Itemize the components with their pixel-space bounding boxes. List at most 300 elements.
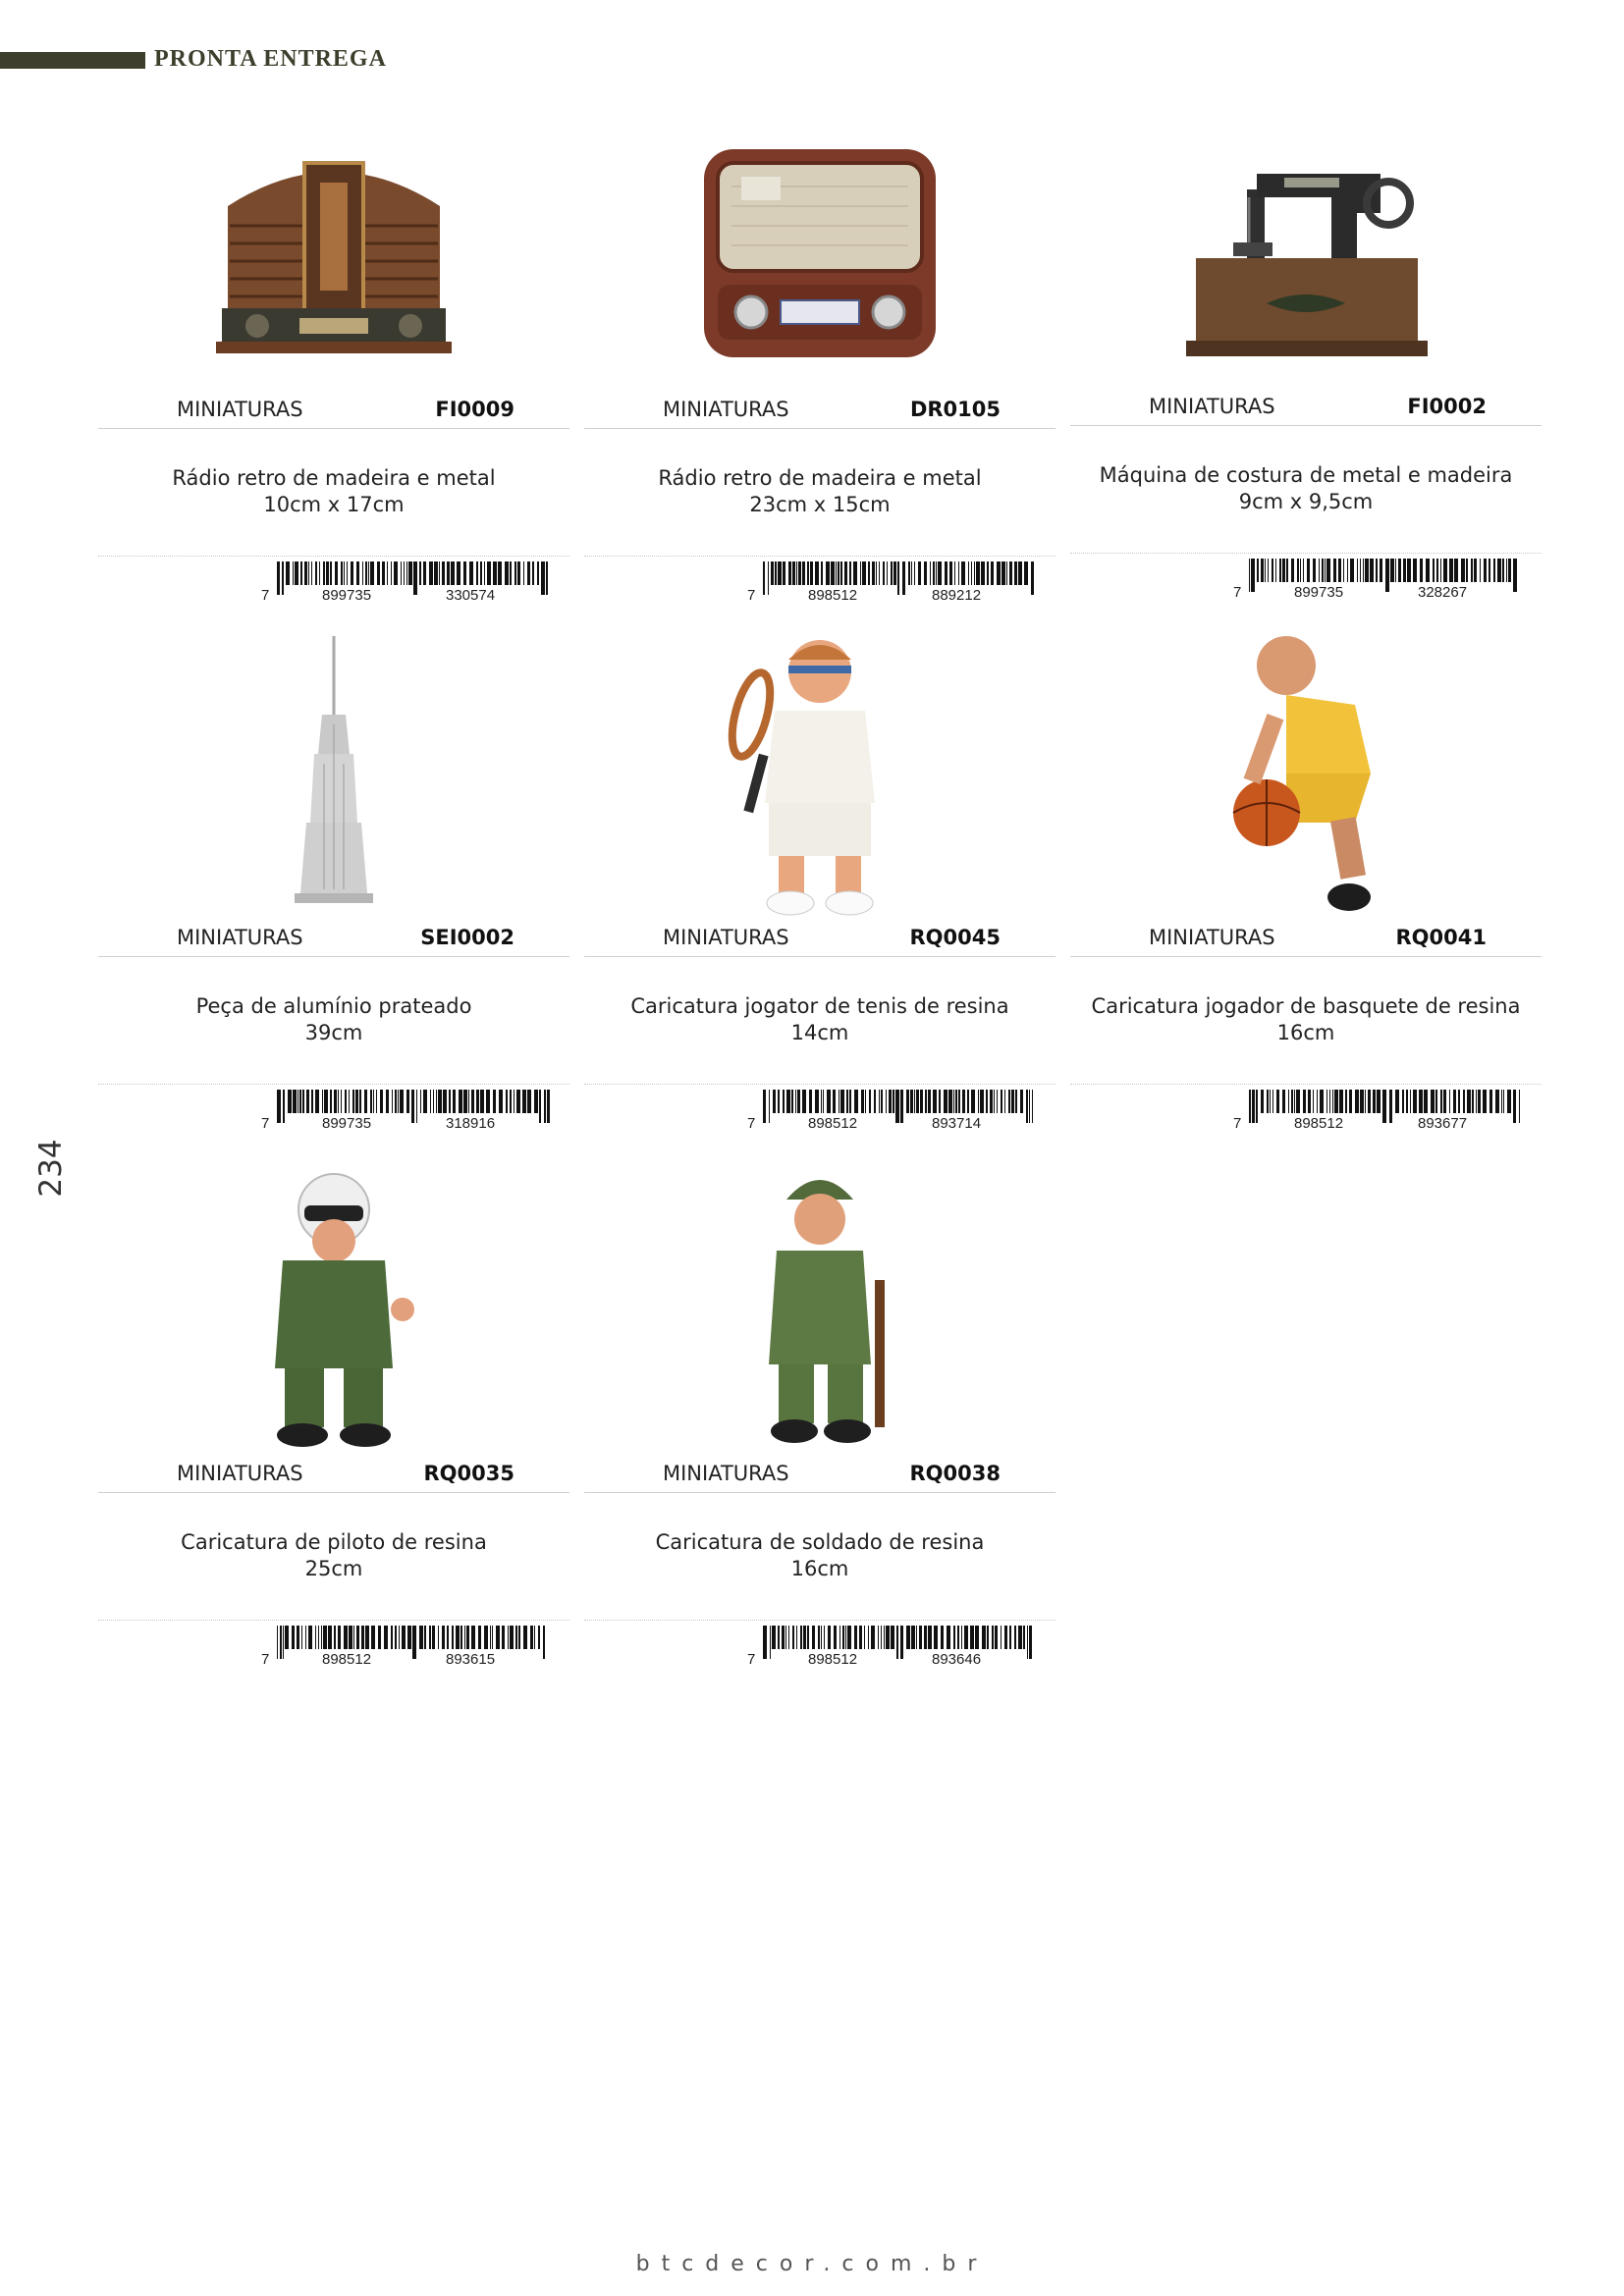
barcode-bar: [949, 561, 952, 585]
barcode-bar: [1443, 559, 1447, 582]
barcode-bar: [456, 1626, 460, 1649]
barcode-right-digits: 318916: [446, 1115, 496, 1132]
barcode-bar: [442, 1626, 445, 1649]
barcode-bar: [1476, 1090, 1477, 1113]
barcode-bar: [1276, 1090, 1279, 1113]
barcode-bar: [800, 1626, 802, 1649]
barcode-bar: [508, 1626, 509, 1649]
barcode-bar: [469, 561, 473, 585]
barcode-bar: [796, 1626, 797, 1649]
barcode-bar: [883, 561, 885, 585]
product-code: RQ0041: [1395, 926, 1487, 949]
barcode-bar: [958, 1090, 960, 1113]
barcode-bar: [807, 1626, 809, 1649]
barcode-bar: [299, 1090, 301, 1113]
barcode-bar: [283, 1626, 284, 1659]
barcode-bar: [871, 1626, 875, 1649]
barcode-bar: [1001, 1090, 1002, 1113]
barcode-right-digits: 893646: [932, 1651, 982, 1668]
barcode-bar: [395, 1090, 397, 1113]
barcode-bar: [1275, 559, 1276, 582]
barcode-bar: [884, 1626, 885, 1649]
barcode-bar: [797, 1090, 800, 1113]
barcode-bar: [1296, 1090, 1300, 1113]
barcode-bar: [831, 561, 835, 585]
barcode-bar: [1018, 1626, 1022, 1649]
barcode-bar: [288, 1090, 292, 1113]
barcode-bar: [1426, 559, 1430, 582]
barcode-bar: [1257, 559, 1259, 582]
barcode-bar: [1466, 559, 1468, 582]
barcode-bar: [1389, 1090, 1392, 1123]
barcode-bar: [305, 1626, 306, 1649]
barcode-bar: [1435, 1090, 1437, 1113]
barcode-bar: [1338, 559, 1341, 582]
barcode-bar: [842, 1626, 844, 1649]
barcode-bar: [527, 561, 530, 585]
product-description: [584, 993, 1056, 1046]
barcode-bars: [1249, 559, 1524, 592]
barcode-bar: [538, 1626, 540, 1649]
barcode-bar: [356, 1626, 359, 1649]
barcode-bar: [419, 1626, 423, 1649]
barcode-bar: [933, 1090, 937, 1113]
barcode-bar: [868, 561, 870, 585]
barcode-bar: [487, 561, 491, 585]
barcode-bar: [1288, 1090, 1289, 1113]
product-category: MINIATURAS: [663, 398, 789, 421]
barcode-bar: [854, 1090, 858, 1113]
barcode-bar: [544, 1090, 546, 1123]
barcode-right-digits: 330574: [446, 587, 496, 604]
barcode-bar: [792, 1626, 794, 1649]
barcode-bar: [344, 1626, 348, 1649]
divider: [584, 1084, 1056, 1085]
barcode-bar: [517, 561, 520, 585]
barcode-bar: [1272, 559, 1273, 582]
barcode-bar: [518, 1626, 520, 1649]
barcode-bar: [1268, 559, 1269, 582]
barcode-bar: [807, 561, 809, 585]
barcode-bar: [1443, 1090, 1446, 1113]
barcode-bar: [534, 1090, 538, 1113]
barcode-bar: [862, 561, 866, 585]
barcode-bar: [293, 1090, 297, 1113]
barcode-bar: [365, 561, 367, 585]
barcode-bar: [292, 1626, 295, 1649]
barcode-bar: [1319, 559, 1320, 582]
barcode-bar: [791, 1090, 793, 1113]
barcode-bar: [939, 1090, 941, 1113]
barcode-bar: [955, 1090, 957, 1113]
barcode-bar: [334, 1090, 337, 1113]
barcode-bar: [457, 561, 460, 585]
barcode-bar: [1261, 559, 1264, 582]
barcode-bar: [302, 1090, 304, 1113]
product-code: DR0105: [909, 398, 1001, 421]
pilot-figure-icon: [167, 1162, 501, 1457]
barcode-bar: [1026, 1090, 1028, 1123]
barcode-bar: [771, 561, 774, 585]
barcode-bar: [476, 561, 478, 585]
barcode-bar: [854, 1626, 857, 1649]
barcode-bar: [788, 1626, 789, 1649]
barcode-bar: [818, 1626, 820, 1649]
barcode-bar: [282, 561, 284, 595]
barcode-bar: [315, 561, 317, 585]
barcode-bar: [908, 561, 910, 585]
product-name: Máquina de costura de metal e madeira: [1099, 463, 1513, 487]
barcode-bar: [982, 1626, 986, 1649]
barcode-bar: [1495, 1090, 1499, 1113]
barcode-bar: [1478, 1090, 1481, 1113]
barcode-bar: [881, 1090, 883, 1113]
page-number: 234: [33, 1139, 69, 1198]
barcode-bar: [1513, 559, 1517, 592]
barcode-bar: [399, 1626, 400, 1649]
product-name: Caricatura de piloto de resina: [181, 1530, 487, 1554]
product-name: Caricatura jogator de tenis de resina: [630, 994, 1009, 1018]
barcode-bar: [938, 561, 942, 585]
barcode-bar: [353, 1626, 354, 1649]
barcode-bar: [900, 1626, 903, 1659]
barcode-bar: [308, 1626, 312, 1649]
barcode-bar: [1402, 1090, 1404, 1113]
barcode-bar: [900, 1090, 903, 1123]
barcode-bar: [958, 561, 959, 585]
barcode-bar: [362, 561, 363, 585]
barcode-bar: [782, 1626, 785, 1649]
barcode-bar: [906, 1090, 909, 1113]
barcode-bar: [936, 561, 937, 585]
barcode-bar: [322, 1090, 323, 1113]
barcode-bar: [836, 561, 837, 585]
barcode-bar: [815, 1090, 819, 1113]
barcode-bar: [924, 1626, 927, 1649]
barcode-bar: [815, 561, 819, 585]
barcode-bar: [480, 561, 482, 585]
barcode-bar: [1345, 1090, 1347, 1113]
barcode-bar: [930, 561, 931, 585]
barcode-bar: [893, 561, 896, 585]
barcode-bar: [947, 1626, 950, 1649]
barcode-bar: [1484, 559, 1487, 582]
barcode-bar: [411, 1090, 414, 1123]
barcode-bar: [407, 1626, 411, 1649]
barcode-bar: [328, 1626, 332, 1649]
barcode-bar: [297, 1626, 299, 1649]
barcode-bar: [476, 1090, 479, 1113]
barcode-bar: [1419, 1090, 1423, 1113]
barcode-bar: [1286, 559, 1288, 582]
barcode-bar: [1297, 559, 1299, 582]
product-category: MINIATURAS: [663, 1462, 789, 1485]
product-name: Peça de alumínio prateado: [195, 994, 472, 1018]
barcode-bar: [925, 1090, 927, 1113]
barcode-bar: [961, 1626, 962, 1649]
barcode-bar: [419, 561, 421, 585]
barcode-bar: [1326, 559, 1330, 582]
barcode-bar: [335, 561, 338, 585]
barcode-bar: [1009, 1626, 1011, 1649]
barcode-bar: [306, 1090, 309, 1113]
barcode-bar: [347, 561, 348, 585]
barcode-bar: [447, 1626, 449, 1649]
barcode-bar: [1343, 559, 1344, 582]
barcode-bar: [981, 561, 985, 585]
barcode-bar: [1390, 559, 1394, 582]
barcode-bar: [906, 1626, 910, 1649]
barcode-bar: [849, 561, 851, 585]
product-description: [584, 465, 1056, 518]
barcode-bar: [1014, 1626, 1016, 1649]
barcode-bar: [987, 561, 989, 585]
barcode-bar: [1398, 559, 1401, 582]
barcode-bar: [510, 1626, 514, 1649]
divider: [584, 556, 1056, 557]
barcode-bar: [953, 1626, 955, 1649]
barcode-lead-digit: 7: [747, 587, 756, 604]
barcode-bar: [1407, 559, 1411, 582]
barcode-bar: [821, 561, 823, 585]
barcode-bar: [1463, 1090, 1465, 1113]
barcode-bar: [859, 1626, 862, 1649]
barcode-bar: [384, 1626, 388, 1649]
barcode-bar: [1403, 559, 1406, 582]
barcode-bar: [412, 1626, 416, 1659]
barcode-bar: [1024, 561, 1028, 585]
barcode-bar: [315, 1626, 316, 1649]
barcode-right-digits: 893615: [446, 1651, 496, 1668]
barcode-bar: [492, 1626, 493, 1649]
barcode-bar: [990, 1090, 993, 1113]
product-name: Caricatura de soldado de resina: [655, 1530, 985, 1554]
barcode-bar: [377, 561, 380, 585]
product-code: RQ0035: [423, 1462, 514, 1485]
barcode-bar: [978, 1090, 979, 1113]
product-card: [98, 98, 569, 628]
barcode-bar: [1471, 559, 1473, 582]
barcode-bar: [387, 561, 388, 585]
barcode-bar: [1282, 1090, 1285, 1113]
barcode-left-digits: 899735: [322, 1115, 372, 1132]
barcode-bar: [345, 1090, 347, 1113]
product-category: MINIATURAS: [177, 926, 303, 949]
barcode-bar: [953, 1090, 954, 1113]
barcode-bar: [546, 561, 548, 595]
barcode-bars: [277, 1626, 552, 1659]
barcode-bar: [961, 561, 965, 585]
barcode-bar: [997, 561, 1001, 585]
barcode-bar: [344, 561, 345, 585]
barcode-bar: [772, 1626, 776, 1649]
barcode-bar: [349, 1090, 350, 1113]
product-description: [98, 1529, 569, 1582]
product-name: Caricatura jogador de basquete de resina: [1091, 994, 1521, 1018]
barcode-bar: [1329, 1090, 1330, 1113]
barcode-bar: [338, 1626, 341, 1649]
divider: [584, 428, 1056, 429]
barcode-bar: [1279, 559, 1281, 582]
sewing-machine-icon: [1139, 95, 1473, 390]
barcode-bar: [277, 1090, 281, 1123]
barcode-bar: [459, 1090, 462, 1113]
barcode-bar: [315, 1090, 319, 1113]
barcode-bar: [1480, 559, 1481, 582]
barcode-bar: [1303, 1090, 1306, 1113]
barcode-bar: [286, 561, 290, 585]
barcode-lead-digit: 7: [261, 1651, 270, 1668]
barcode-bar: [916, 1626, 917, 1649]
barcode-bar: [300, 561, 302, 585]
product-card: [584, 98, 1056, 628]
product-size: 14cm: [790, 1021, 849, 1044]
barcode-bar: [968, 561, 969, 585]
barcode-bar: [971, 561, 972, 585]
barcode-bar: [849, 1090, 851, 1113]
barcode-bar: [1249, 1090, 1251, 1123]
barcode-bar: [432, 1626, 435, 1649]
barcode-bar: [1376, 559, 1378, 582]
product-card: [584, 626, 1056, 1156]
barcode-bar: [916, 1090, 919, 1113]
barcode-bar: [452, 1626, 454, 1649]
barcode-bar: [1303, 559, 1304, 582]
barcode-bar: [1436, 559, 1438, 582]
barcode-bar: [515, 1626, 517, 1649]
product-size: 9cm x 9,5cm: [1238, 490, 1374, 513]
barcode-bar: [1252, 1090, 1255, 1123]
barcode-bar: [838, 561, 839, 585]
barcode-bar: [277, 1626, 278, 1659]
barcode-bar: [1420, 559, 1423, 582]
barcode-bar: [1413, 1090, 1417, 1113]
barcode-bar: [436, 1090, 437, 1113]
barcode-bar: [1502, 559, 1504, 582]
barcode-bar: [786, 1090, 790, 1113]
barcode-bar: [945, 561, 947, 585]
barcode-bar: [1519, 1090, 1520, 1123]
barcode-bar: [402, 1626, 406, 1649]
barcode-bar: [304, 561, 307, 585]
barcode-bar: [1458, 1090, 1460, 1113]
barcode-bar: [1453, 1090, 1456, 1113]
barcode-bar: [464, 1626, 465, 1649]
barcode-bar: [496, 1626, 500, 1649]
barcode-bar: [994, 1090, 995, 1113]
barcode-bar: [490, 1626, 491, 1649]
barcode-bar: [833, 1090, 836, 1113]
barcode-bar: [443, 1090, 447, 1113]
barcode-bar: [395, 1626, 397, 1649]
barcode-bar: [1027, 1626, 1028, 1659]
barcode-bar: [1440, 1090, 1442, 1113]
barcode-bar: [896, 1626, 898, 1659]
product-size: 23cm x 15cm: [749, 493, 891, 516]
barcode-bar: [498, 561, 502, 585]
barcode-bar: [1333, 559, 1336, 582]
barcode-bar: [311, 1090, 313, 1113]
barcode-bar: [453, 1090, 456, 1113]
barcode-lead-digit: 7: [1233, 1115, 1242, 1132]
barcode-bar: [1001, 561, 1005, 585]
barcode-bar: [879, 1090, 880, 1113]
product-description: [98, 993, 569, 1046]
barcode-bar: [1395, 1090, 1399, 1113]
barcode-bar: [1009, 561, 1012, 585]
barcode-bar: [352, 1090, 354, 1113]
barcode-bar: [1377, 1090, 1380, 1113]
barcode-bar: [1385, 559, 1389, 592]
barcode-bar: [365, 1626, 369, 1649]
barcode-bars: [763, 1626, 1038, 1659]
product-card: [98, 626, 569, 1156]
barcode-bar: [861, 1090, 864, 1113]
barcode-bar: [812, 1626, 815, 1649]
barcode-bar: [1357, 559, 1358, 582]
barcode-bar: [810, 561, 813, 585]
barcode-bar: [510, 1090, 512, 1113]
product-description: [98, 465, 569, 518]
barcode-bar: [378, 1626, 381, 1649]
barcode-bar: [1032, 1090, 1033, 1123]
barcode-bar: [941, 1626, 944, 1649]
barcode-bar: [1004, 1090, 1005, 1113]
product-category: MINIATURAS: [177, 1462, 303, 1485]
barcode-bars: [277, 1090, 552, 1123]
barcode-bar: [499, 1090, 503, 1113]
barcode-bar: [924, 561, 927, 585]
barcode-bar: [954, 561, 955, 585]
barcode-bar: [886, 1626, 890, 1649]
barcode-bar: [1004, 1626, 1007, 1649]
barcode-bar: [763, 1626, 767, 1659]
barcode-bar: [392, 1090, 393, 1113]
barcode-bar: [891, 561, 893, 585]
skyscraper-icon: [167, 626, 501, 921]
barcode-bar: [768, 561, 769, 595]
barcode-bar: [361, 1626, 364, 1649]
product-code: FI0009: [435, 398, 514, 421]
barcode-bar: [821, 1626, 822, 1649]
barcode-bar: [439, 561, 440, 585]
barcode-bar: [944, 1090, 947, 1113]
barcode-bar: [893, 1090, 894, 1113]
barcode-bar: [864, 1626, 865, 1649]
divider: [98, 1084, 569, 1085]
barcode-bar: [869, 1090, 871, 1113]
barcode-bar: [1380, 559, 1382, 582]
barcode-bar: [484, 1626, 488, 1649]
barcode-bar: [928, 1090, 931, 1113]
barcode-left-digits: 899735: [1294, 584, 1344, 601]
barcode-bar: [1395, 559, 1396, 582]
divider: [1070, 425, 1542, 426]
divider: [584, 1492, 1056, 1493]
barcode-bar: [438, 1090, 442, 1113]
barcode-bar: [463, 561, 466, 585]
barcode-bar: [1300, 559, 1301, 582]
barcode-bar: [824, 1626, 825, 1649]
barcode-bar: [802, 1090, 806, 1113]
barcode-bar: [783, 1090, 785, 1113]
barcode-bar: [295, 561, 298, 585]
barcode-bar: [795, 1090, 796, 1113]
barcode-bar: [404, 561, 405, 585]
barcode-bar: [326, 561, 329, 585]
barcode-bar: [897, 561, 899, 595]
barcode-bar: [1265, 559, 1266, 582]
